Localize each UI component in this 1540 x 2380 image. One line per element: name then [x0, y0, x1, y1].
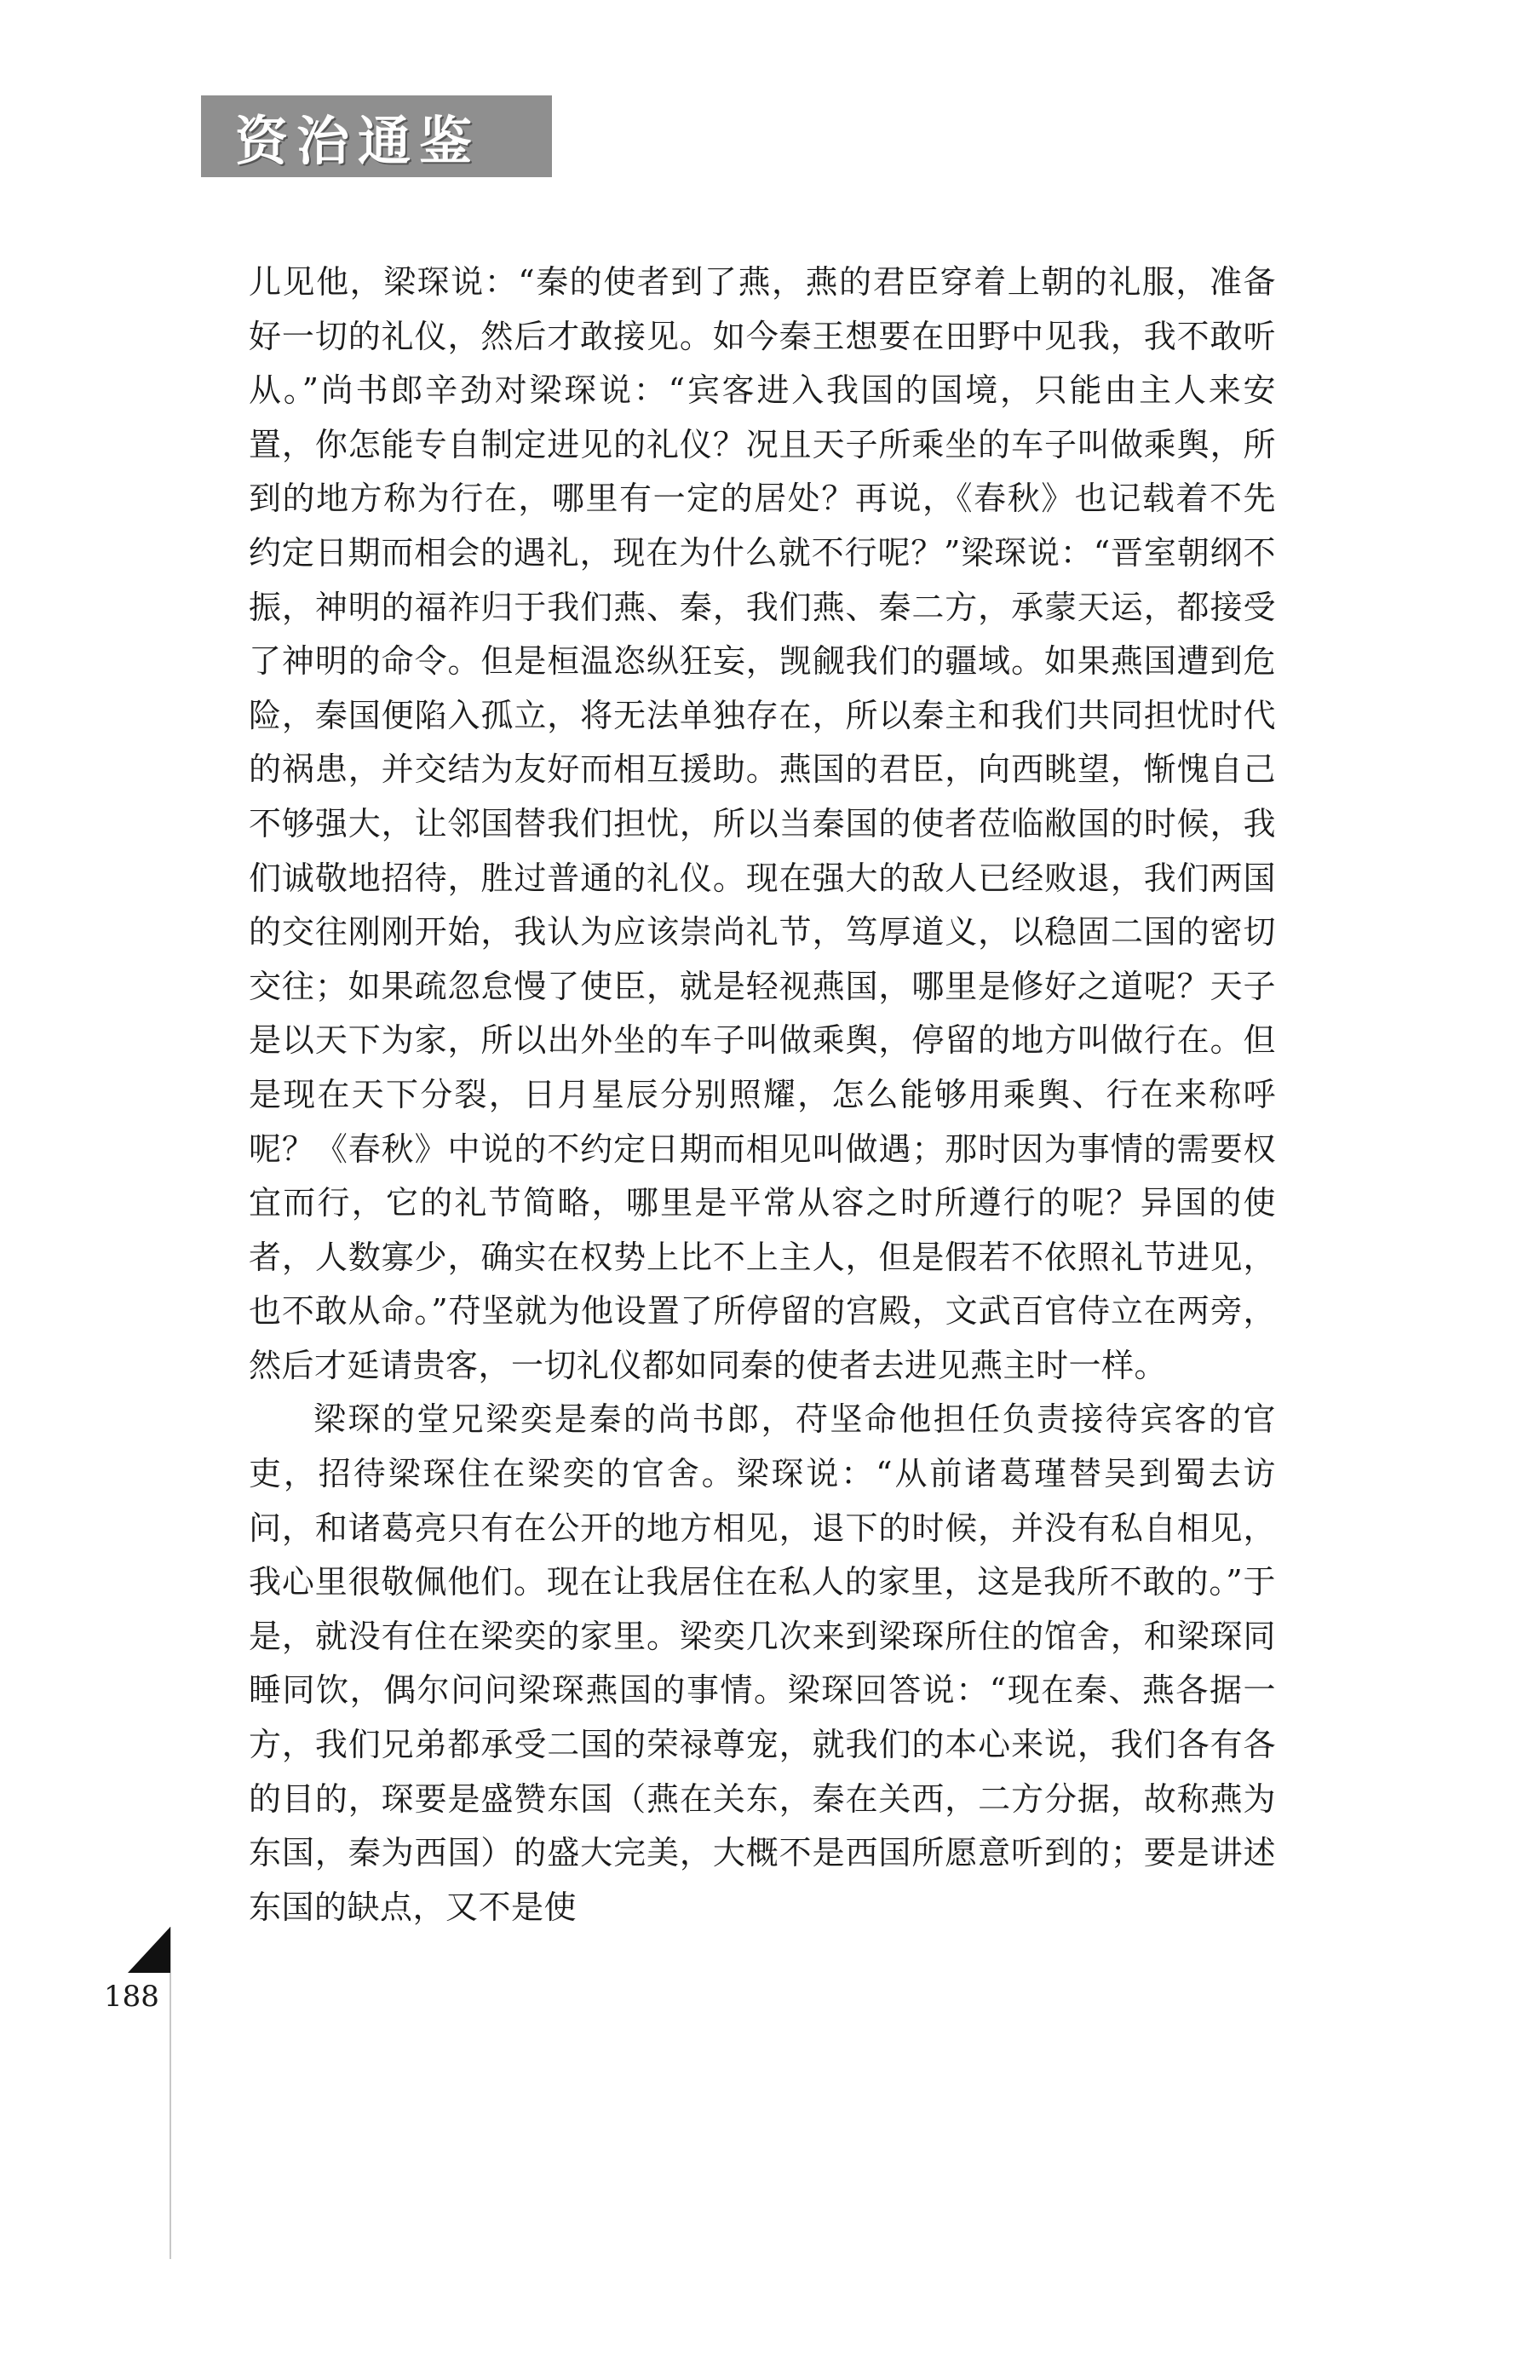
- header-title-block: [201, 95, 552, 177]
- page-number: 188: [104, 1980, 159, 2014]
- paragraph-1: 儿见他，梁琛说：“秦的使者到了燕，燕的君臣穿着上朝的礼服，准备好一切的礼仪，然后才敢接见。如今秦王想要在田野中见我，我不敢听从。”尚书郎辛劲对梁琛说：“宾客进入我国的国境，只能由主人来安置，你怎能专自制定进见的礼仪？况且天子所乘坐的车子叫做乘舆，所到的地方称为行在，哪里有一定的居处？再说，《春秋》也记载着不先约定日期而相会的遇礼，现在为什么就不行呢？”梁琛说：“晋室朝纲不振，神明的福祚归于我们燕、秦，我们燕、秦二方，承蒙天运，都接受了神明的命令。但是桓温恣纵狂妄，觊觎我们的疆域。如果燕国遭到危险，秦国便陷入孤立，将无法单独存在，所以秦主和我们共同担忧时代的祸患，并交结为友好而相互援助。燕国的君臣，向西眺望，惭愧自己不够强大，让邻国替我们担忧，所以当秦国的使者莅临敝国的时候，我们诚敬地招待，胜过普通的礼仪。现在强大的敌人已经败退，我们两国的交往刚刚开始，我认为应该崇尚礼节，笃厚道义，以稳固二国的密切交往；如果疏忽怠慢了使臣，就是轻视燕国，哪里是修好之道呢？天子是以天下为家，所以出外坐的车子叫做乘舆，停留的地方叫做行在。但是现在天下分裂，日月星辰分别照耀，怎么能够用乘舆、行在来称呼呢？《春秋》中说的不约定日期而相见叫做遇；那时因为事情的需要权宜而行，它的礼节简略，哪里是平常从容之时所遵行的呢？异国的使者，人数寡少，确实在权势上比不上主人，但是假若不依照礼节进见，也不敢从命。”苻坚就为他设置了所停留的宫殿，文武百官侍立在两旁，然后才延请贵客，一切礼仪都如同秦的使者去进见燕主时一样。: [249, 263, 1276, 1384]
- page-corner-marker: [128, 1927, 170, 1973]
- margin-divider: [170, 1927, 171, 2259]
- paragraph-2: 梁琛的堂兄梁奕是秦的尚书郎，苻坚命他担任负责接待宾客的官吏，招待梁琛住在梁奕的官舍。梁琛说：“从前诸葛瑾替吴到蜀去访问，和诸葛亮只有在公开的地方相见，退下的时候，并没有私自相见，我心里很敬佩他们。现在让我居住在私人的家里，这是我所不敢的。”于是，就没有住在梁奕的家里。梁奕几次来到梁琛所住的馆舍，和梁琛同睡同饮，偶尔问问梁琛燕国的事情。梁琛回答说：“现在秦、燕各据一方，我们兄弟都承受二国的荣禄尊宠，就我们的本心来说，我们各有各的目的，琛要是盛赞东国（燕在关东，秦在关西，二方分据，故称燕为东国，秦为西国）的盛大完美，大概不是西国所愿意听到的；要是讲述东国的缺点，又不是使: [249, 1400, 1276, 1926]
- body-text: [249, 256, 1276, 1934]
- book-title: 资治通鉴: [235, 109, 481, 172]
